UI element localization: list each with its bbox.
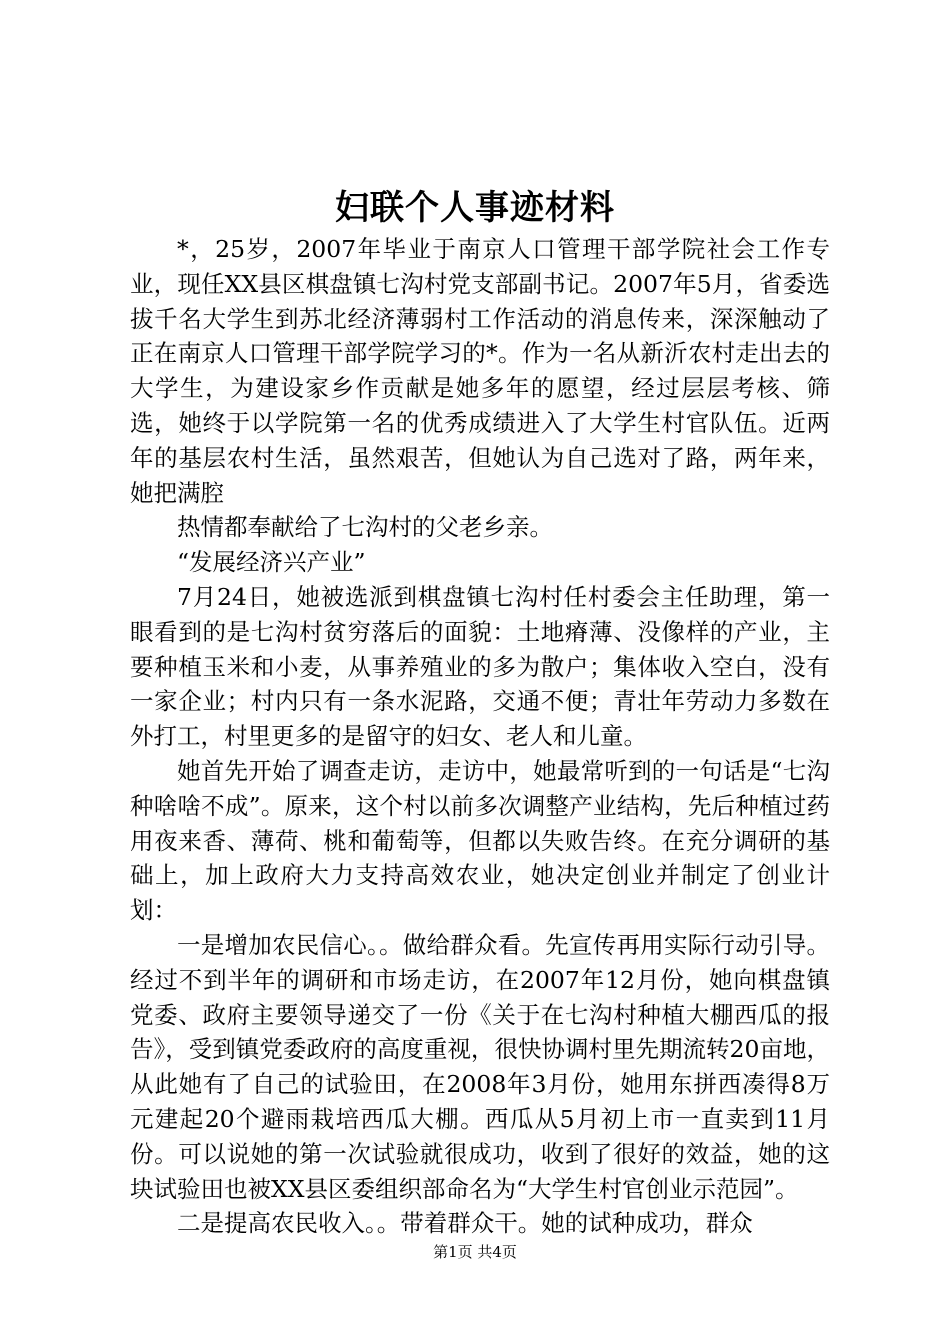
- paragraph-survey: 她首先开始了调查走访，走访中，她最常听到的一句话是“七沟种啥啥不成”。原来，这个村以前多次调整产业结构，先后种植过药用夜来香、薄荷、桃和葡萄等，但都以失败告终。在充分调研的基础上，加上政府大力支持高效农业，她决定创业并制定了创业计划：: [130, 756, 830, 925]
- document-title: 妇联个人事迹材料: [335, 188, 615, 228]
- section-heading: “发展经济兴产业”: [177, 548, 366, 577]
- paragraph-intro: *，25岁，2007年毕业于南京人口管理干部学院社会工作专业，现任XX县区棋盘镇七沟村党支部副书记。2007年5月，省委选拔千名大学生到苏北经济薄弱村工作活动的消息传来，深深触动了正在南京人口管理干部学院学习的*。作为一名从新沂农村走出去的大学生，为建设家乡作贡献是她多年的愿望，经过层层考核、筛选，她终于以学院第一名的优秀成绩进入了大学生村官队伍。近两年的基层农村生活，虽然艰苦，但她认为自己选对了路，两年来，她把满腔: [130, 235, 830, 507]
- page-footer: 第1页 共4页: [433, 1243, 517, 1261]
- paragraph-step-two: 二是提高农民收入。。带着群众干。她的试种成功，群众: [177, 1209, 753, 1238]
- paragraph-background: 7月24日，她被选派到棋盘镇七沟村任村委会主任助理，第一眼看到的是七沟村贫穷落后的面貌：土地瘠薄、没像样的产业，主要种植玉米和小麦，从事养殖业的多为散户；集体收入空白，没有一家企业；村内只有一条水泥路，交通不便；青壮年劳动力多数在外打工，村里更多的是留守的妇女、老人和儿童。: [130, 582, 830, 751]
- paragraph-step-one: 一是增加农民信心。。做给群众看。先宣传再用实际行动引导。经过不到半年的调研和市场走访，在2007年12月份，她向棋盘镇党委、政府主要领导递交了一份《关于在七沟村种植大棚西瓜的报告》，受到镇党委政府的高度重视，很快协调村里先期流转20亩地，从此她有了自己的试验田，在2008年3月份，她用东拼西凑得8万元建起20个避雨栽培西瓜大棚。西瓜从5月初上市一直卖到11月份。可以说她的第一次试验就很成功，收到了很好的效益，她的这块试验田也被XX县区委组织部命名为“大学生村官创业示范园”。: [130, 930, 830, 1203]
- document-body: [130, 232, 830, 1241]
- paragraph-continuation: 热情都奉献给了七沟村的父老乡亲。: [177, 513, 553, 542]
